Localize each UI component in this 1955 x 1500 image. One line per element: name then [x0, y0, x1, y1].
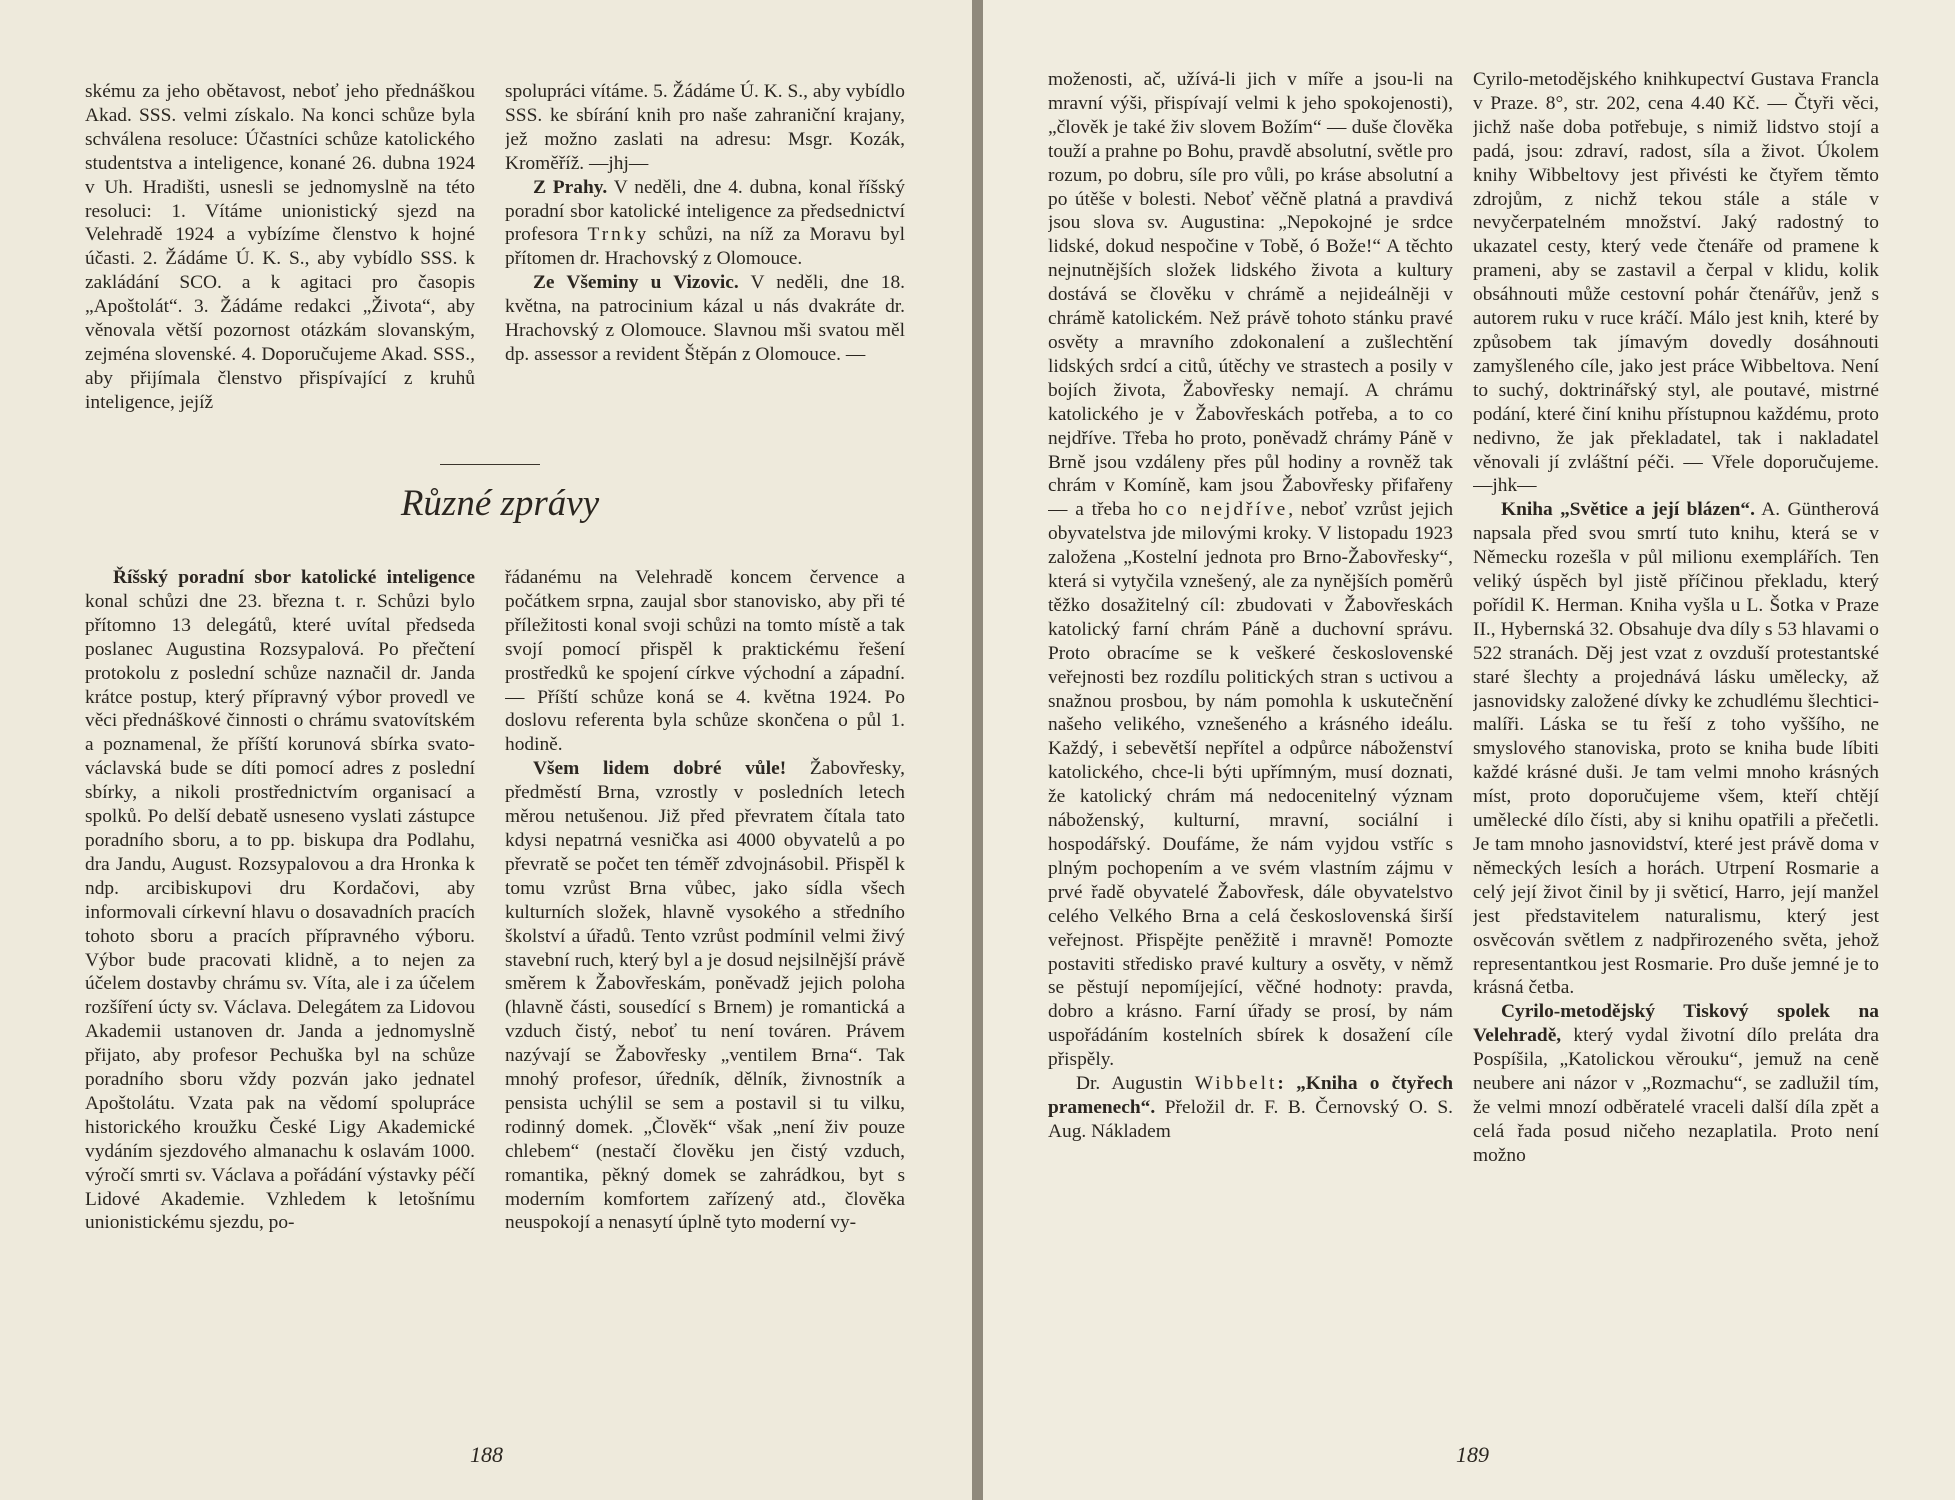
- section-heading: Různé zprávy: [400, 483, 600, 524]
- section-divider: [440, 464, 540, 465]
- left-page: [0, 0, 972, 1500]
- resolution-continuation: spolupráci vítáme. 5. Žádáme Ú. K. S., aby vybídlo SSS. ke sbírání knih pro naše zahraniční krajany, jež možno zaslati na adresu: Msgr. Kozák, Kroměříž. —jhj—: [505, 81, 905, 174]
- left-col1-bottom: [85, 566, 475, 1416]
- right-page: [983, 0, 1955, 1500]
- left-col1-top: [85, 80, 475, 455]
- news-rissky-sbor-heading: Říšský poradní sbor katolické inteligence: [113, 567, 475, 588]
- right-col2: [1473, 68, 1879, 1418]
- page-number-left: 188: [470, 1442, 503, 1467]
- news-rissky-sbor: Říšský poradní sbor katolické inteligence konal schůzi dne 23. března t. r. Schůzi bylo přítomno 13 delegátů, které uvítal předseda poslanec Augustina Rozsypalová. Po přečtení protokolu z poslední schůze naznačil dr. Janda krátce postup, který přípravný výbor provedl ve věci přednáškové činnosti o chrámu svatovítském a poznamenal, že příští korunová sbírka svato-václavská bude se díti pomocí adres z poslední sbírky, a nikoli prostřednictvím organisací a spolků. Po delší debatě usneseno vyslati zástupce poradního sboru, a to pp. biskupa dra Podlahu, dra Jandu, August. Rozsypalovou a dra Hronka k ndp. arcibiskupovi dru Kordačovi, aby informovali církevní hlavu o dosavadních pracích tohoto sboru a pracích přípravného výboru. Výbor bude pracovati klidně, a to nejen za účelem dostavby chrámu sv. Víta, ale i za účelem rozšíření úcty sv. Václava. Delegátem za Lidovou Akademii ustanoven dr. Janda a jednomyslně přijato, aby profesor Pechuška byl na schůze poradního sboru vždy pozván jako jednatel Apoštolátu. Vzata pak na vědomí spolupráce historického kroužku České Ligy Akademické vydáním sjezdového almanachu k oslavám 1000. výročí smrti sv. Václava a pořádání výstavky péčí Lidové Akademie. Vzhledem k letošnímu unionistickému sjezdu, po-: [85, 567, 475, 1234]
- page-number-right: 189: [1456, 1442, 1489, 1467]
- news-prahy-heading: Z Prahy.: [533, 176, 608, 198]
- news-vsemina: Ze Všeminy u Vizovic. V neděli, dne 18. května, na patrocinium kázal u nás dvakráte dr. Hrachovský z Olomouce. Slavnou mši svatou měl dp. assessor a revident Štěpán z Olomouce. —: [505, 272, 905, 365]
- news-wibbelt: Dr. Augustin Wibbelt: „Kniha o čtyřech pramenech“. Přeložil dr. F. B. Černovský O. S. Aug. Nákladem: [1048, 1073, 1453, 1142]
- news-tiskovy-spolek: Cyrilo-metodějský Tiskový spolek na Velehradě, který vydal životní dílo preláta dra Pospíšila, „Katolickou věrouku“, jemuž na ceně neubere ani názor v „Rozmachu“, se zadlužil tím, že velmi mnozí odběratelé vraceli další díla zpět a celá řada posud ničeho nezaplatila. Proto není možno: [1473, 1001, 1879, 1166]
- news-wibbelt-title: : „Kniha o čtyřech pramenech“.: [1048, 1073, 1453, 1118]
- book-spine: [972, 0, 983, 1500]
- left-col2-bottom: [505, 566, 905, 1416]
- right-col1: [1048, 68, 1453, 1418]
- news-svetice-heading: Kniha „Světice a její blázen“.: [1501, 499, 1755, 521]
- zabovresky-continuation: moženosti, ač, užívá-li jich v míře a jsou-li na mravní výši, přispívají velmi k jeho spokojenosti), „člověk je také živ slovem Božím“ — duše člověka touží a prahne po Bohu, pravdě absolutní, světle pro rozum, po dobru, síle pro vůli, po kráse absolutní a po útěše v bolesti. Neboť věčně platná a pravdivá jsou slova sv. Augustina: „Nepokojné je srdce lidské, dokud nespočine v Tobě, ó Bože!“ A těchto nejnutnějších složek lidského života a kultury dostává se člověku v chrámě a nejideálněji v chrámě katolickém. Než právě tohoto stánku pravé osvěty a mravního zdokonalení a zušlechtění lidských srdcí a citů, útěchy ve strastech a posily v bojích života, Žabovřesky nemají. A chrámu katolického je v Žabovřeskách potřeba, a to co nejdříve. Třeba ho proto, poněvadž chrámy Páně v Brně jsou vzdáleny přes půl hodiny a rovněž tak chrám v Komíně, kam jsou Žabovřesky přifařeny — a třeba ho co nejdříve, neboť vzrůst jejich obyvatelstva jde milovými kroky. V listopadu 1923 založena „Kostelní jednota pro Brno-Žabovřesky“, která si vytyčila vznešený, ale za nynějších poměrů těžko dosažitelný cíl: zbudovati v Žabovřeskách katolický farní chrám Páně a duchovní správu. Proto obracíme se k veškeré československé veřejnosti bez rozdílu politických stran s uctivou a snažnou prosbou, by nám pomohla k uskutečnění našeho velikého, vznešeného a krásného ideálu. Každý, i sebevětší nepřítel a odpůrce náboženství katolického, chce-li býti upřímným, musí doznati, že katolický chrám má nedocenitelný význam náboženský, kulturní, mravní, sociální i hospodářský. Doufáme, že nám vyjdou vstříc s plným pochopením a ve svém vlastním zájmu v prvé řadě obyvatelé Žabovřesk, dále obyvatelstvo celého Velkého Brna a celá československá širší veřejnost. Přispějte peněžitě i mravně! Pomozte postaviti středisko pravé kultury a osvěty, v němž se pěstují nepomíjející, věčné hodnoty: pravda, dobro a krásno. Farní úřady se prosí, by nám uspořádáním kostelních sbírek k dosažení cíle přispěly.: [1048, 69, 1453, 1071]
- news-tiskovy-spolek-heading: Cyrilo-metodějský Tiskový spolek na Velehradě,: [1473, 1001, 1879, 1047]
- wibbelt-review-continuation: Cyrilo-metodějského knihkupectví Gustava Francla v Praze. 8°, str. 202, cena 4.40 Kč. — Čtyři věci, jichž naše doba potřebuje, s nimiž lidstvo stojí a padá, jsou: zdraví, radost, síla a život. Úkolem knihy Wibbeltovy jest přivésti ke čtyřem těmto zdrojům, z nichž tekou stále a stále v nevyčerpatelném množství. Jaký radostný to ukazatel cesty, který vede čtenáře od pramene k prameni, aby se zastavil a čerpal v klidu, kolik obsáhnouti může cestovní pohár čtenářův, jenž s autorem ruku v ruce kráčí. Málo jest knih, které by způsobem tak jímavým dovedly dosáhnouti zamyšleného cíle, jako jest práce Wibbeltova. Není to suchý, doktrinářský styl, ale poutavé, mistrné podání, které činí knihu přístupnou každému, proto nedivno, že jak překladatel, tak i nakladatel věnovali jí zvláštní péči. — Vřele doporučujeme. —jhk—: [1473, 69, 1879, 497]
- news-vsemina-heading: Ze Všeminy u Vizovic.: [533, 272, 739, 294]
- resolution-paragraph: skému za jeho obětavost, neboť jeho přednáškou Akad. SSS. velmi získalo. Na konci schůze byla schválena resoluce: Účastníci schůze katolického studentstva a inteligence, konané 26. dubna 1924 v Uh. Hradišti, usnesli se jednomyslně na této resoluci: 1. Vítáme unionistický sjezd na Velehradě 1924 a vybízíme členstvo k hojné účasti. 2. Žádáme Ú. K. S., aby vybídlo SSS. k zakládání SCO. a k agitaci pro časopis „Apoštolát“. 3. Žádáme redakci „Života“, aby věnovala větší pozornost otázkám slovanským, zejména slovenské. 4. Doporučujeme Akad. SSS., aby přijímala členstvo přispívající z kruhů inteligence, jejíž: [85, 81, 475, 413]
- news-vsem-lidem: Všem lidem dobré vůle! Žabovřesky, předměstí Brna, vzrostly v posledních letech měrou netušenou. Již před převratem čítala tato kdysi nepatrná vesnička asi 4000 obyvatelů a po převratě se počet ten téměř zdvojnásobil. Přispěl k tomu vzrůst Brna vůbec, jako sídla všech kulturních složek, hlavně vysokého a středního školství a úřadů. Tento vzrůst podmínil velmi živý stavební ruch, který byl a je dosud nejsilnější právě směrem k Žabovřeskám, poněvadž jejich poloha (hlavně části, sousedící s Brnem) je romantická a vzduch čistý, neboť tu není továren. Právem nazývají se Žabovřesky „ventilem Brna“. Tak mnohý profesor, úředník, dělník, živnostník a pensista uchýlil se sem a postavil si tu vilku, rodinný domek. „Člověk“ však „není živ pouze chlebem“ (nestačí člověku jen čistý vzduch, romantika, pěkný domek se zahrádkou, byt s moderním komfortem zařízený atd., člověka neuspokojí a nenasytí úplně tyto moderní vy-: [505, 758, 905, 1234]
- left-col2-top: [505, 80, 905, 455]
- news-prahy: Z Prahy. V neděli, dne 4. dubna, konal říšský poradní sbor katolické inteligence za předsednictví profesora Trnky schůzi, na níž za Moravu byl přítomen dr. Hrachovský z Olomouce.: [505, 176, 905, 270]
- news-rissky-sbor-continuation: řádanému na Velehradě koncem července a počátkem srpna, zaujal sbor stanovisko, aby při té příležitosti konal svoji schůzi na tomto místě a tak svojí pomocí přispěl k praktickému řešení prostředků ke spojení církve východní a západní. — Příští schůze koná se 4. května 1924. Po doslovu referenta byla schůze skončena o půl 1. hodině.: [505, 567, 905, 756]
- news-vsem-lidem-heading: Všem lidem dobré vůle!: [533, 758, 787, 780]
- news-svetice: Kniha „Světice a její blázen“. A. Güntherová napsala před svou smrtí tuto knihu, která se v Německu rozešla v půl milionu exemplářích. Ten veliký úspěch byl jistě příčinou překladu, který pořídil K. Herman. Kniha vyšla u L. Šotka v Praze II., Hybernská 32. Obsahuje dva díly s 53 hlavami o 522 stranách. Děj jest vzat z ovzduší protestantské staré šlechty a projednává lásku umělecky, až jasnovidsky založené dívky ke zchudlému šlechtici-malíři. Láska se tu řeší z toho vyššího, ne smyslového stanoviska, proto se kniha bude líbiti každé krásné duši. Je tam velmi mnoho krásných míst, proto doporučujeme všem, kteří chtějí umělecké dílo čísti, aby si knihu opatřili a přečetli. Je tam mnoho jasnovidství, které jest právě doma v německých lesích a horách. Utrpení Rosmarie a celý její život činil by ji světicí, Harro, její manžel jest představitelem naturalismu, který jest osvěcován světlem z nadpřirozeného světa, jehož representantkou jest Rosmarie. Pro duše jemné je to krásná četba.: [1473, 499, 1879, 999]
